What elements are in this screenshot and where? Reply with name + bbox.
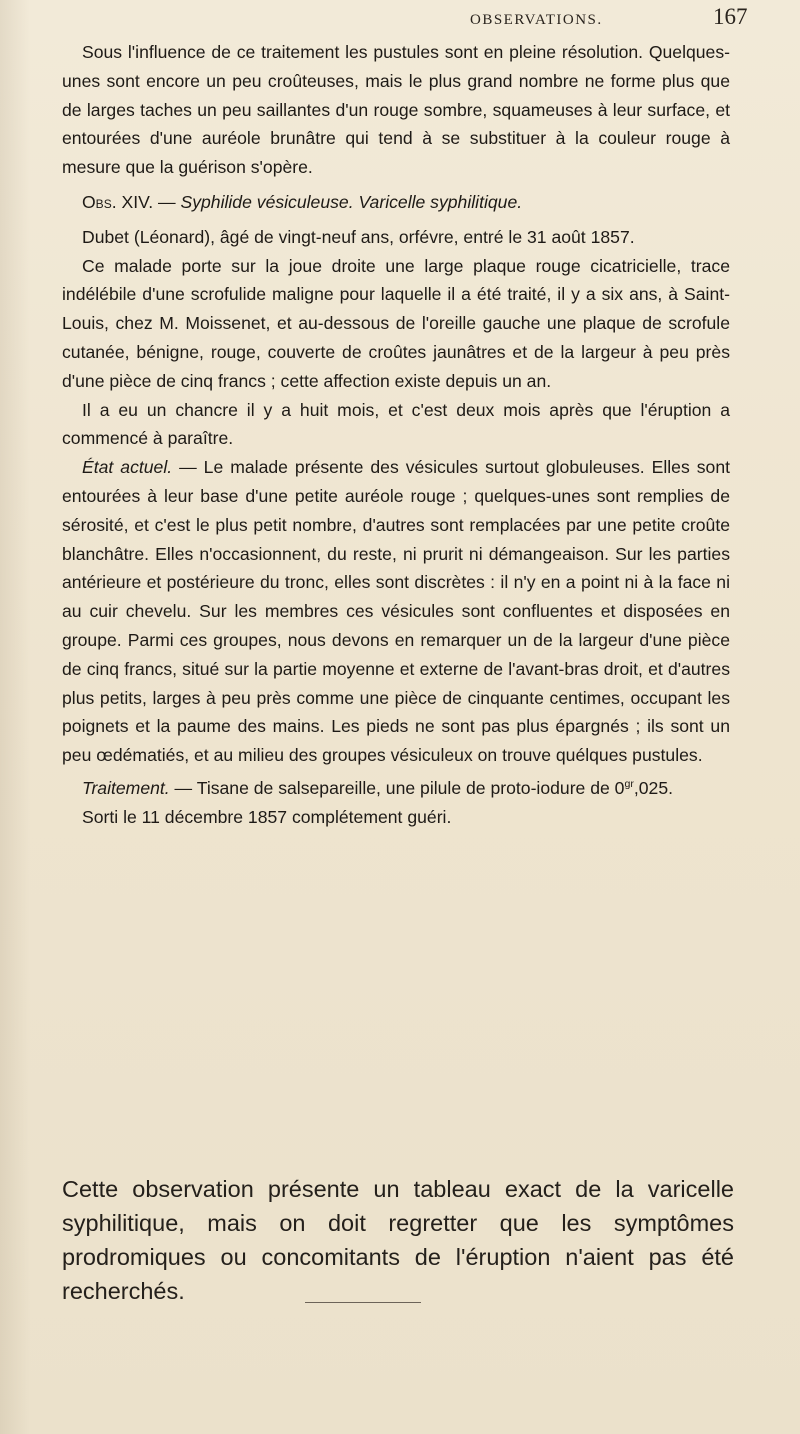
observation-label: Obs. XIV. bbox=[82, 191, 154, 212]
treatment-unit: gr bbox=[624, 777, 634, 790]
paragraph-treatment-effect: Sous l'influence de ce traitement les pustules sont en pleine résolution. Quelques-unes sont encore un peu croûteuses, mais le plus grand nombre ne forme plus que de larges taches un peu saillantes d'un rouge sombre, squameuses à leur surface, et entourées d'une auréole brunâtre qui tend à se substituer à la couleur rouge à mesure que la guérison s'opère. bbox=[62, 42, 730, 178]
paragraph-treatment bbox=[62, 770, 730, 803]
page-number: 167 bbox=[713, 4, 748, 29]
paragraph-current-state bbox=[62, 453, 730, 770]
conclusion bbox=[62, 1172, 734, 1308]
body-text bbox=[62, 38, 730, 831]
paragraph-chancre: Il a eu un chancre il y a huit mois, et c'est deux mois après que l'éruption a commencé à paraître. bbox=[62, 399, 730, 449]
current-state-label: État actuel. bbox=[82, 457, 173, 478]
treatment-text: — Tisane de salsepareille, une pilule de proto-iodure de 0 bbox=[169, 777, 625, 798]
treatment-dose: ,025. bbox=[633, 777, 673, 798]
conclusion-text: Cette observation présente un tableau exact de la varicelle syphilitique, mais on doit regretter que les symptômes prodromiques ou concomitants de l'éruption n'aient pas été recherchés. bbox=[62, 1176, 734, 1304]
current-state-text: — Le malade présente des vésicules surtout globuleuses. Elles sont entourées à leur base d'une petite auréole rouge ; quelques-unes sont remplies de sérosité, et c'est le plus petit nombre, d'autres sont remplacées par une petite croûte blanchâtre. Elles n'occasionnent, du reste, ni prurit ni démangeaison. Sur les parties antérieure et postérieure du tronc, elles sont discrètes : il n'y en a point ni à la face ni au cuir chevelu. Sur les membres ces vésicules sont confluentes et disposées en groupe. Parmi ces groupes, nous devons en remarquer un de la largeur d'une pièce de cinq francs, situé sur la partie moyenne et externe de l'avant-bras droit, et d'autres plus petits, larges à peu près comme une pièce de cinquante centimes, occupant les poignets et la paume des mains. Les pieds ne sont pas plus épargnés ; ils sont un peu œdématiés, et au milieu des groupes vésiculeux on trouve quélques pustules. bbox=[62, 457, 730, 766]
observation-dash: — bbox=[153, 191, 181, 212]
end-rule bbox=[305, 1302, 421, 1303]
paragraph-discharge: Sorti le 11 décembre 1857 complétement guéri. bbox=[82, 806, 452, 827]
treatment-label: Traitement. bbox=[82, 777, 170, 798]
paragraph-history: Ce malade porte sur la joue droite une large plaque rouge cicatricielle, trace indélébile d'une scrofulide maligne pour laquelle il a été traité, il y a six ans, à Saint-Louis, chez M. Moissenet, et au-dessous de l'oreille gauche une plaque de scrofule cutanée, bénigne, rouge, couverte de croûtes jaunâtres et de la largeur à peu près d'une pièce de cinq francs ; cette affection existe depuis un an. bbox=[62, 255, 730, 391]
paragraph-patient-intro: Dubet (Léonard), âgé de vingt-neuf ans, orfévre, entré le 31 août 1857. bbox=[82, 226, 635, 247]
page-header bbox=[0, 4, 800, 36]
observation-title: Syphilide vésiculeuse. Varicelle syphilitique. bbox=[180, 191, 523, 212]
running-head: OBSERVATIONS. bbox=[470, 12, 603, 28]
observation-heading bbox=[62, 188, 730, 217]
